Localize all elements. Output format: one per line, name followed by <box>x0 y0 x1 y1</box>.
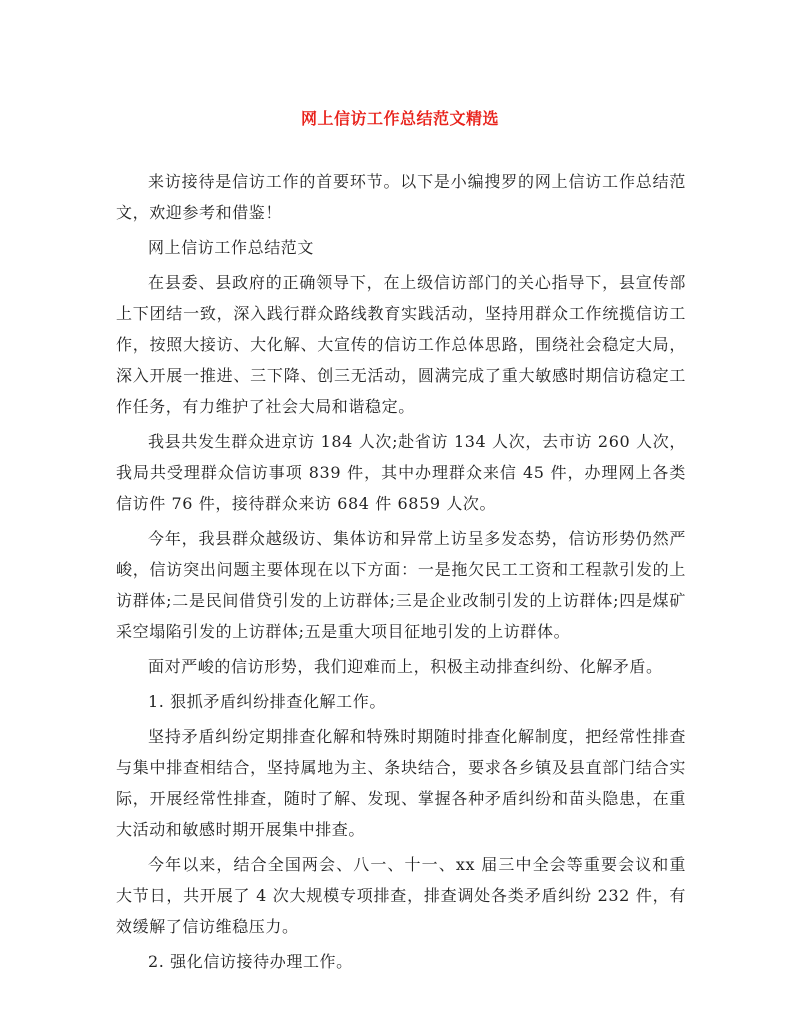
paragraph-statistics: 我县共发生群众进京访 184 人次;赴省访 134 人次，去市访 260 人次，我局共受理群众信访事项 839 件，其中办理群众来信 45 件，办理网上各类信访件 76 件，接待群众来访 684 件 6859 人次。 <box>116 432 686 513</box>
paragraph-subtitle: 网上信访工作总结范文 <box>148 238 315 257</box>
paragraph-special-checks: 今年以来，结合全国两会、八一、十一、xx 届三中全会等重要会议和重大节日，共开展了 4 次大规模专项排查，排查调处各类矛盾纠纷 232 件，有效缓解了信访维稳压力。 <box>116 855 686 936</box>
document-title: 网上信访工作总结范文精选 <box>300 109 499 128</box>
section-heading-1: 1. 狠抓矛盾纠纷排查化解工作。 <box>148 692 386 711</box>
paragraph-overview: 在县委、县政府的正确领导下，在上级信访部门的关心指导下，县宣传部上下团结一致，深入践行群众路线教育实践活动，坚持用群众工作统揽信访工作，按照大接访、大化解、大宣传的信访工作总体思路，围绕社会稳定大局，深入开展一推进、三下降、创三无活动，圆满完成了重大敏感时期信访稳定工作任务，有力维护了社会大局和谐稳定。 <box>116 273 686 416</box>
document-body <box>116 166 686 981</box>
paragraph-intro: 来访接待是信访工作的首要环节。以下是小编搜罗的网上信访工作总结范文，欢迎参考和借鉴！ <box>116 172 686 222</box>
paragraph-response: 面对严峻的信访形势，我们迎难而上，积极主动排查纠纷、化解矛盾。 <box>148 657 663 676</box>
paragraph-investigation: 坚持矛盾纠纷定期排查化解和特殊时期随时排查化解制度，把经常性排查与集中排查相结合，坚持属地为主、条块结合，要求各乡镇及县直部门结合实际，开展经常性排查，随时了解、发现、掌握各种矛盾纠纷和苗头隐患，在重大活动和敏感时期开展集中排查。 <box>116 727 686 839</box>
paragraph-situation: 今年，我县群众越级访、集体访和异常上访呈多发态势，信访形势仍然严峻，信访突出问题主要体现在以下方面：一是拖欠民工工资和工程款引发的上访群体;二是民间借贷引发的上访群体;三是企业改制引发的上访群体;四是煤矿采空塌陷引发的上访群体;五是重大项目征地引发的上访群体。 <box>116 529 686 641</box>
section-heading-2: 2. 强化信访接待办理工作。 <box>148 952 353 971</box>
